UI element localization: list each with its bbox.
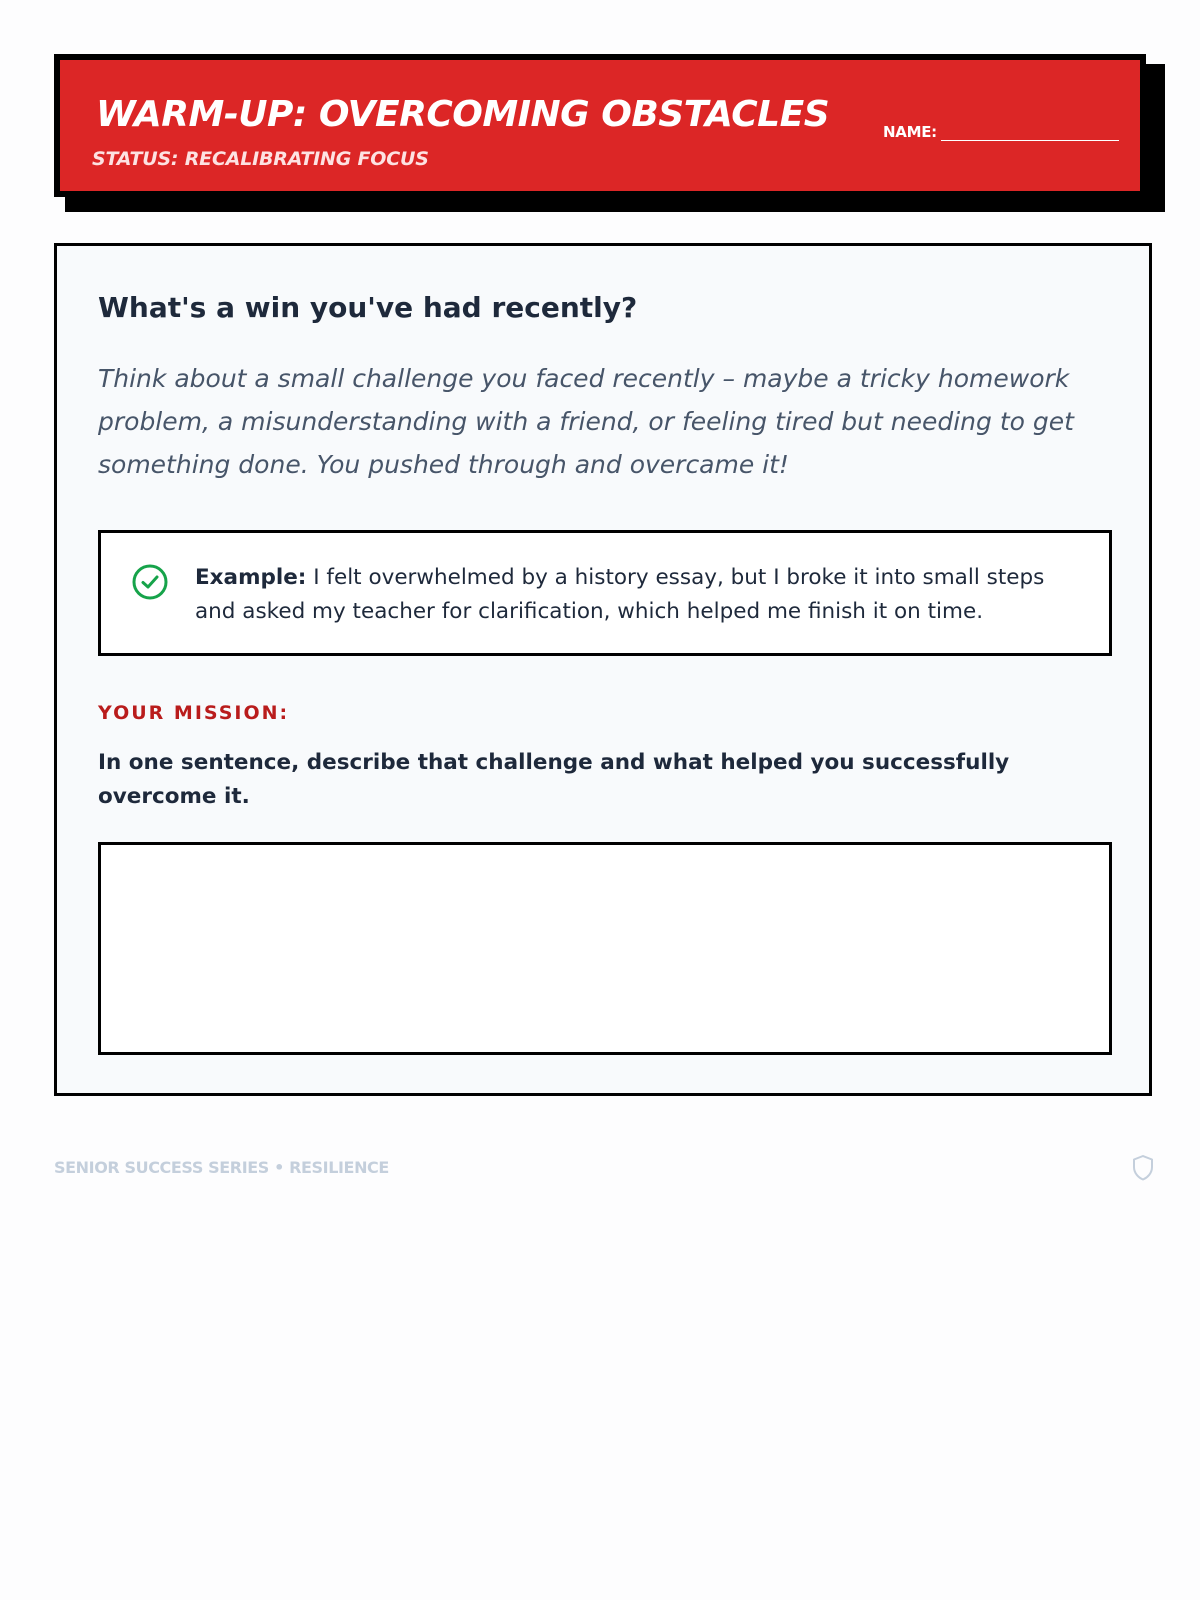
example-label: Example: — [195, 565, 307, 590]
example-text — [195, 561, 1075, 629]
worksheet-title: WARM-UP: OVERCOMING OBSTACLES — [96, 94, 830, 135]
question-heading: What's a win you've had recently? — [98, 291, 638, 324]
check-circle-icon — [130, 562, 170, 602]
header-banner — [54, 54, 1146, 197]
mission-instruction: In one sentence, describe that challenge and what helped you successfully overcome it. — [98, 750, 1010, 809]
example-box — [98, 530, 1112, 656]
prompt-text: Think about a small challenge you faced recently – maybe a tricky homework problem, a misunderstanding with a friend, or feeling tired but needing to get something done. You pushed through and overcame it! — [98, 364, 1074, 479]
mission-label: YOUR MISSION: — [98, 702, 290, 724]
worksheet-card — [54, 243, 1152, 1096]
example-body: I felt overwhelmed by a history essay, but I broke it into small steps and asked my teacher for clarification, which helped me finish it on time. — [195, 565, 1045, 624]
name-field — [883, 123, 1119, 141]
footer-series-label: SENIOR SUCCESS SERIES • RESILIENCE — [54, 1158, 389, 1177]
name-label: NAME: — [883, 123, 937, 141]
status-text: STATUS: RECALIBRATING FOCUS — [92, 148, 429, 170]
name-blank-line[interactable] — [941, 126, 1119, 141]
shield-icon — [1131, 1154, 1155, 1182]
answer-input[interactable] — [98, 842, 1112, 1055]
